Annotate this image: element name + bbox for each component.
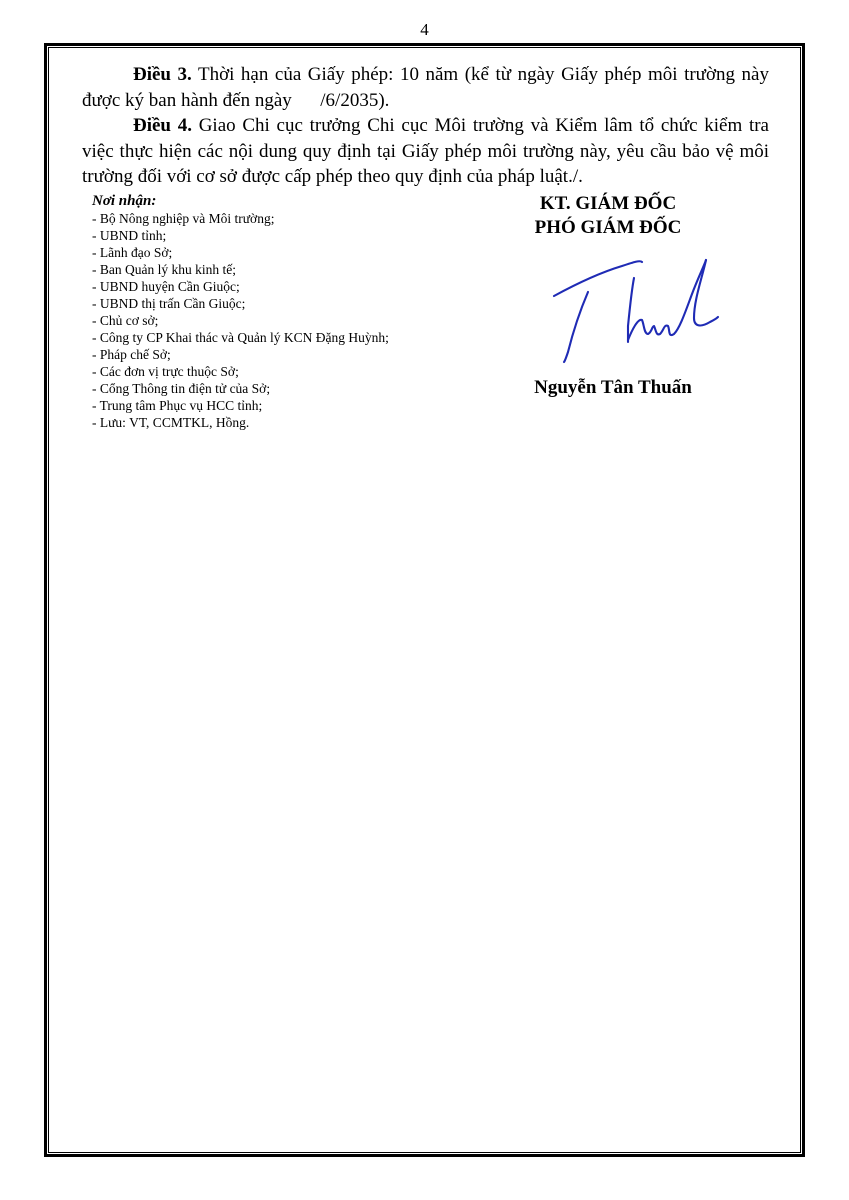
recipients-block <box>92 193 512 431</box>
signer-name: Nguyễn Tân Thuấn <box>534 377 692 398</box>
recipient-item: - Trung tâm Phục vụ HCC tỉnh; <box>92 398 263 413</box>
recipient-item: - Ban Quản lý khu kinh tế; <box>92 262 236 277</box>
recipient-item: - Cổng Thông tin điện tử của Sở; <box>92 381 271 396</box>
article-4 <box>82 113 769 190</box>
recipient-item: - Các đơn vị trực thuộc Sở; <box>92 364 239 379</box>
recipients-title: Nơi nhận: <box>92 193 157 209</box>
recipient-item: - Công ty CP Khai thác và Quản lý KCN Đặng Huỳnh; <box>92 330 389 345</box>
recipient-item: - Bộ Nông nghiệp và Môi trường; <box>92 211 275 226</box>
article-3 <box>82 62 774 113</box>
recipient-item: - UBND tỉnh; <box>92 228 167 243</box>
document-body <box>82 62 774 190</box>
signer-title-block <box>500 192 716 240</box>
recipient-item: - Pháp chế Sở; <box>92 347 171 362</box>
recipient-item: - Chủ cơ sở; <box>92 313 159 328</box>
signature-stroke <box>694 260 718 325</box>
handwritten-signature <box>548 248 720 366</box>
recipient-item: - UBND huyện Cần Giuộc; <box>92 279 240 294</box>
signer-title-line1: KT. GIÁM ĐỐC <box>539 193 677 214</box>
article-3-label: Điều 3. <box>133 64 192 85</box>
recipient-item: - UBND thị trấn Cần Giuộc; <box>92 296 246 311</box>
signature-stroke <box>564 292 588 362</box>
article-4-text: Giao Chi cục trưởng Chi cục Môi trường và Kiểm lâm tổ chức kiểm tra việc thực hiện các nội dung quy định tại Giấy phép môi trường này, yêu cầu bảo vệ môi trường đối với cơ sở được cấp phép theo quy định của pháp luật./. <box>82 115 769 187</box>
signer-title-line2: PHÓ GIÁM ĐỐC <box>534 217 682 238</box>
recipients-list <box>92 210 512 431</box>
article-3-text: Thời hạn của Giấy phép: 10 năm (kể từ ngày Giấy phép môi trường này được ký ban hành đến ngày /6/2035). <box>82 64 774 111</box>
page-number: 4 <box>420 20 429 39</box>
recipient-item: - Lãnh đạo Sở; <box>92 245 173 260</box>
signature-stroke <box>554 261 642 296</box>
article-4-label: Điều 4. <box>133 115 192 136</box>
recipient-item: - Lưu: VT, CCMTKL, Hồng. <box>92 415 250 430</box>
signature-stroke <box>628 260 706 340</box>
